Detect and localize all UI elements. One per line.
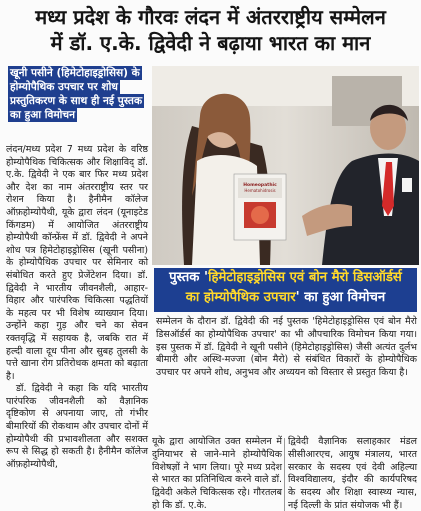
photo-caption	[154, 268, 417, 312]
article-column-3: द्विवेदी वैज्ञानिक सलाहकार मंडल सीसीआरएच, आयुष मंत्रालय, भारत सरकार के सदस्य एवं देवी अहिल्या विश्वविद्यालय, इंदौर की कार्यपरिषद के सदस्य और शिक्षा स्वास्थ्य न्यास, नई दिल्ली के प्रांत संयोजक भी हैं।	[288, 436, 417, 511]
event-photo-illustration	[152, 66, 419, 265]
caption-rest: ' का हुआ विमोचन	[295, 290, 386, 305]
headline-line-2: में डॉ. ए.के. द्विवेदी ने बढ़ाया भारत का मान	[50, 31, 371, 55]
caption-highlight-2: का होम्योपैथिक उपचार	[185, 290, 296, 305]
subheadline	[8, 66, 150, 122]
headline-line-1: मध्य प्रदेश के गौरवः लंदन में अंतरराष्ट्रीय सम्मेलन	[35, 5, 386, 29]
article-paragraph: डॉ. द्विवेदी ने कहा कि यदि भारतीय पारंपरिक जीवनशैली को वैज्ञानिक दृष्टिकोण से अपनाया जाए, तो गंभीर बीमारियों की रोकथाम और उपचार दोनों में होम्योपैथी की प्रभावशीलता और सशक्त रूप से सिद्ध हो सकती है। हैनीमैन कॉलेज ऑफ़होम्योपैथी,	[6, 383, 148, 470]
book-cover	[234, 174, 286, 240]
svg-text:Hematohidrosis: Hematohidrosis	[244, 188, 276, 193]
article-column-2: यूके द्वारा आयोजित उक्त सम्मेलन में दुनियाभर से जाने-माने होम्योपैथिक विशेषज्ञों ने भाग लिया। पूरे मध्य प्रदेश से भारत का प्रतिनिधित्व करने वाले डॉ. द्विवेदी अकेले चिकित्सक रहे। गौरतलब हो कि डॉ. ए.के.	[152, 436, 282, 511]
book-release-paragraph: सम्मेलन के दौरान डॉ. द्विवेदी की नई पुस्तक 'हिमेटोहाइड्रोसिस एवं बोन मैरो डिसऑर्डर्स का होम्योपैथिक उपचार' का भी औपचारिक विमोचन किया गया। इस पुस्तक में डॉ. द्विवेदी ने खूनी पसीने (हिमेटोहाइड्रोसिस) जैसी अत्यंत दुर्लभ बीमारी और अस्थि-मज्जा (बोन मैरो) से संबंधित विकारों के होम्योपैथिक उपचार पर अपने शोध, अनुभव और अध्ययन को विस्तार से प्रस्तुत किया है।	[156, 316, 417, 379]
subheadline-text: खूनी पसीने (हिमेटोहाइड्रोसिस) के होम्योपैथिक उपचार पर शोध प्रस्तुतिकरण के साथ ही नई पुस्तक का हुआ विमोचन	[10, 67, 143, 121]
event-photo	[152, 66, 419, 265]
caption-highlight: हिमेटोहाइड्रोसिस एवं बोन मैरो डिसऑर्डर्स	[208, 270, 402, 285]
svg-text:Homeopathic: Homeopathic	[243, 183, 277, 188]
column-divider	[284, 438, 285, 511]
caption-quote-open: पुस्तक '	[169, 270, 209, 285]
article-paragraph: लंदन/मध्य प्रदेश 7 मध्य प्रदेश के वरिष्ठ होम्योपैथिक चिकित्सक और शिक्षाविद् डॉ. ए.के. द्विवेदी ने एक बार फिर मध्य प्रदेश और देश का नाम अंतरराष्ट्रीय स्तर पर रोशन किया है। हैनीमैन कॉलेज ऑफ़होम्योपैथी, यूके द्वारा लंदन (यूनाइटेड किंगडम) में आयोजित अंतरराष्ट्रीय होम्योपैथी कॉन्फ्रेंस में डॉ. द्विवेदी ने अपने शोध पत्र हिमेटोहाइड्रोसिस (खूनी पसीना) के होम्योपैथिक उपचार पर सेमिनार को संबोधित करते हुए प्रेजेंटेशन दिया। डॉ. द्विवेदी ने भारतीय जीवनशैली, आहार-विहार और पारंपरिक चिकित्सा पद्धतियों के महत्व पर भी विशेष व्याख्यान दिया। उन्होंने कहा गुड़ और चने का सेवन रक्तवृद्धि में सहायक है, जबकि रात में हल्दी वाला दूध पीना और सुबह तुलसी के पत्ते खाना रोग प्रतिरोधक क्षमता को बढ़ाता है।	[6, 144, 148, 382]
article-column-1	[6, 144, 148, 471]
headline	[4, 5, 417, 56]
